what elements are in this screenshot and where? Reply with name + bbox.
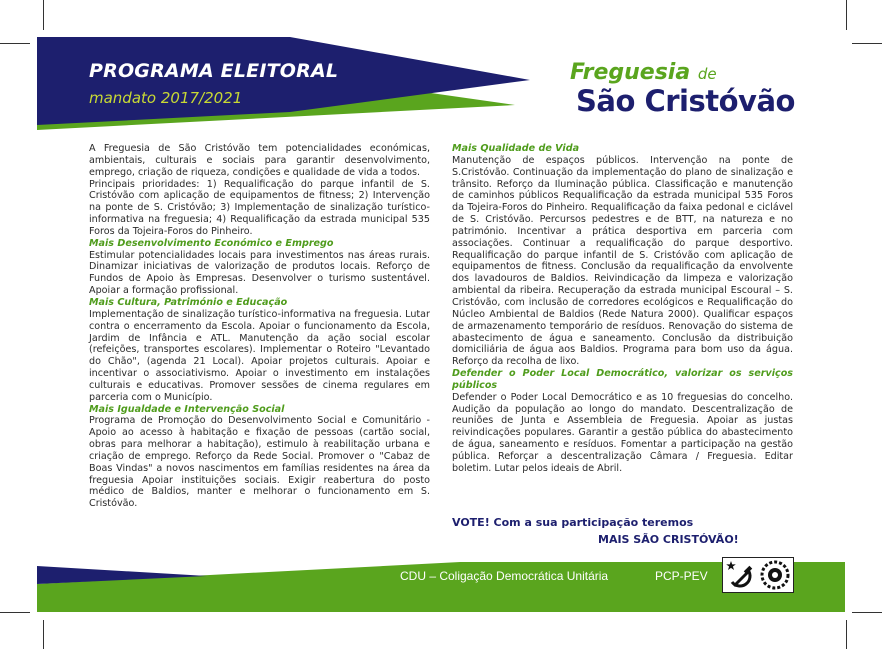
footer-parties: PCP-PEV bbox=[655, 569, 708, 583]
brand-de: de bbox=[697, 65, 717, 83]
crop-mark-bl-h bbox=[0, 612, 30, 613]
section-heading-local-power: Defender o Poder Local Democrático, valorizar os serviços públicos bbox=[452, 368, 793, 391]
crop-mark-bl-v bbox=[43, 620, 44, 649]
right-column bbox=[452, 143, 793, 475]
party-logos bbox=[722, 557, 794, 593]
section-heading-social: Mais Igualdade e Intervenção Social bbox=[89, 403, 285, 415]
program-subtitle: mandato 2017/2021 bbox=[89, 89, 243, 107]
footer-coalition: CDU – Coligação Democrática Unitária bbox=[400, 569, 609, 583]
crop-mark-br-h bbox=[852, 612, 882, 613]
left-column bbox=[89, 143, 430, 510]
vote-call-line1: VOTE! Com a sua participação teremos bbox=[452, 516, 694, 529]
intro-paragraph: A Freguesia de São Cristóvão tem potencialidades económicas, ambientais, culturais e sociais para garantir desenvolvimento, emprego, criação de riqueza, condições e qualidade de vida a todos. bbox=[89, 143, 430, 178]
crop-mark-br-v bbox=[846, 620, 847, 649]
section-text-culture: Implementação de sinalização turístico-informativa na freguesia. Lutar contra o encerramento da Escola. Apoiar o funcionamento da Escola, Jardim de Infância e ATL. Manutenção da ação social escolar (refeições, transportes escolares). Implementar o Roteiro "Levantado do Chão", (agenda 21 Local). Apoiar projetos culturais. Apoiar e incentivar o associativismo. Apoiar o investimento em instalações culturais e educativas. Promover sessões de cinema regulares em parceria com o Município. bbox=[89, 308, 430, 403]
brand-sao-cristovao: São Cristóvão bbox=[576, 84, 795, 118]
section-heading-economic: Mais Desenvolvimento Económico e Emprego bbox=[89, 237, 334, 249]
hammer-sickle-star-icon bbox=[723, 558, 757, 592]
section-text-local-power: Defender o Poder Local Democrático e as 10 freguesias do concelho. Audição da população ao longo do mandato. Descentralização de reuniões de Junta e Assembleia de Freguesia. Apoiar as justas reivindicações populares. Garantir a gestão pública do abastecimento de água, saneamento e resíduos. Fomentar a participação na gestão pública. Reforçar a descentralização Câmara / Freguesia. Editar boletim. Lutar pelos ideais de Abril. bbox=[452, 391, 793, 474]
section-text-social: Programa de Promoção do Desenvolvimento Social e Comunitário - Apoio ao acesso à habitação e fixação de pessoas (cartão social, obras para melhorar a habitação), estimulo à reabilitação urbana e criação de emprego. Reforço da Rede Social. Promover o "Cabaz de Boas Vindas" a novos nascimentos em famílias residentes na área da freguesia Apoiar instituições sociais. Exigir reabertura do posto médico de Baldios, manter e melhorar o funcionamento em S. Cristóvão. bbox=[89, 415, 430, 510]
brand-line1: Freguesia bbox=[570, 60, 691, 85]
section-text-economic: Estimular potencialidades locais para investimentos nas áreas rurais. Dinamizar iniciativas de valorização de produtos locais. Reforço de Fundos de Apoio às Empresas. Desenvolver o turismo sustentável. Apoiar a formação profissional. bbox=[89, 249, 430, 297]
section-text-quality: Manutenção de espaços públicos. Intervenção na ponte de S.Cristóvão. Continuação da implementação do plano de sinalização e trânsito. Reforço da Iluminação pública. Classificação e manutenção de caminhos públicos Requalificação da estrada municipal 535 Foros da Tojeira-Foros do Pinheiro. Requalificação da faixa pedonal e ciclável de S. Cristóvão. Percursos pedestres e de BTT, na natureza e no património. Incentivar a prática desportiva em parceria com associações. Continuar a requalificação do parque desportivo. Requalificação do parque infantil de S. Cristóvão com aplicação de equipamentos de fitness. Conclusão da requalificação da envolvente dos lavadouros de Baldios. Reivindicação da limpeza e valorização ambiental da ribeira. Recuperação da estrada municipal Escoural – S. Cristóvão, com inclusão de corredores ecológicos e Requalificação do Núcleo Ambiental de Baldios (Rede Natura 2000). Qualificar espaços de armazenamento temporário de resíduos. Renovação do sistema de abastecimento de água e saneamento. Conclusão da distribuição domiciliária de água aos Baldios. Programa para bom uso da água. Reforço da recolha de lixo. bbox=[452, 154, 793, 368]
vote-call-line2: MAIS SÃO CRISTÓVÃO! bbox=[598, 533, 739, 546]
brand-freguesia bbox=[570, 60, 717, 85]
section-heading-culture: Mais Cultura, Património e Educação bbox=[89, 296, 288, 308]
program-title: PROGRAMA ELEITORAL bbox=[89, 60, 339, 82]
section-heading-quality: Mais Qualidade de Vida bbox=[452, 143, 580, 154]
priorities-paragraph: Principais prioridades: 1) Requalificação do parque infantil de S. Cristóvão com aplicação de equipamentos de fitness; 2) Intervenção na ponte de S. Cristóvão; 3) Implementação de sinalização turístico-informativa na freguesia; 4) Requalificação da estrada municipal 535 Foros da Tojeira-Foros do Pinheiro. bbox=[89, 178, 430, 237]
sunflower-icon bbox=[758, 558, 792, 592]
